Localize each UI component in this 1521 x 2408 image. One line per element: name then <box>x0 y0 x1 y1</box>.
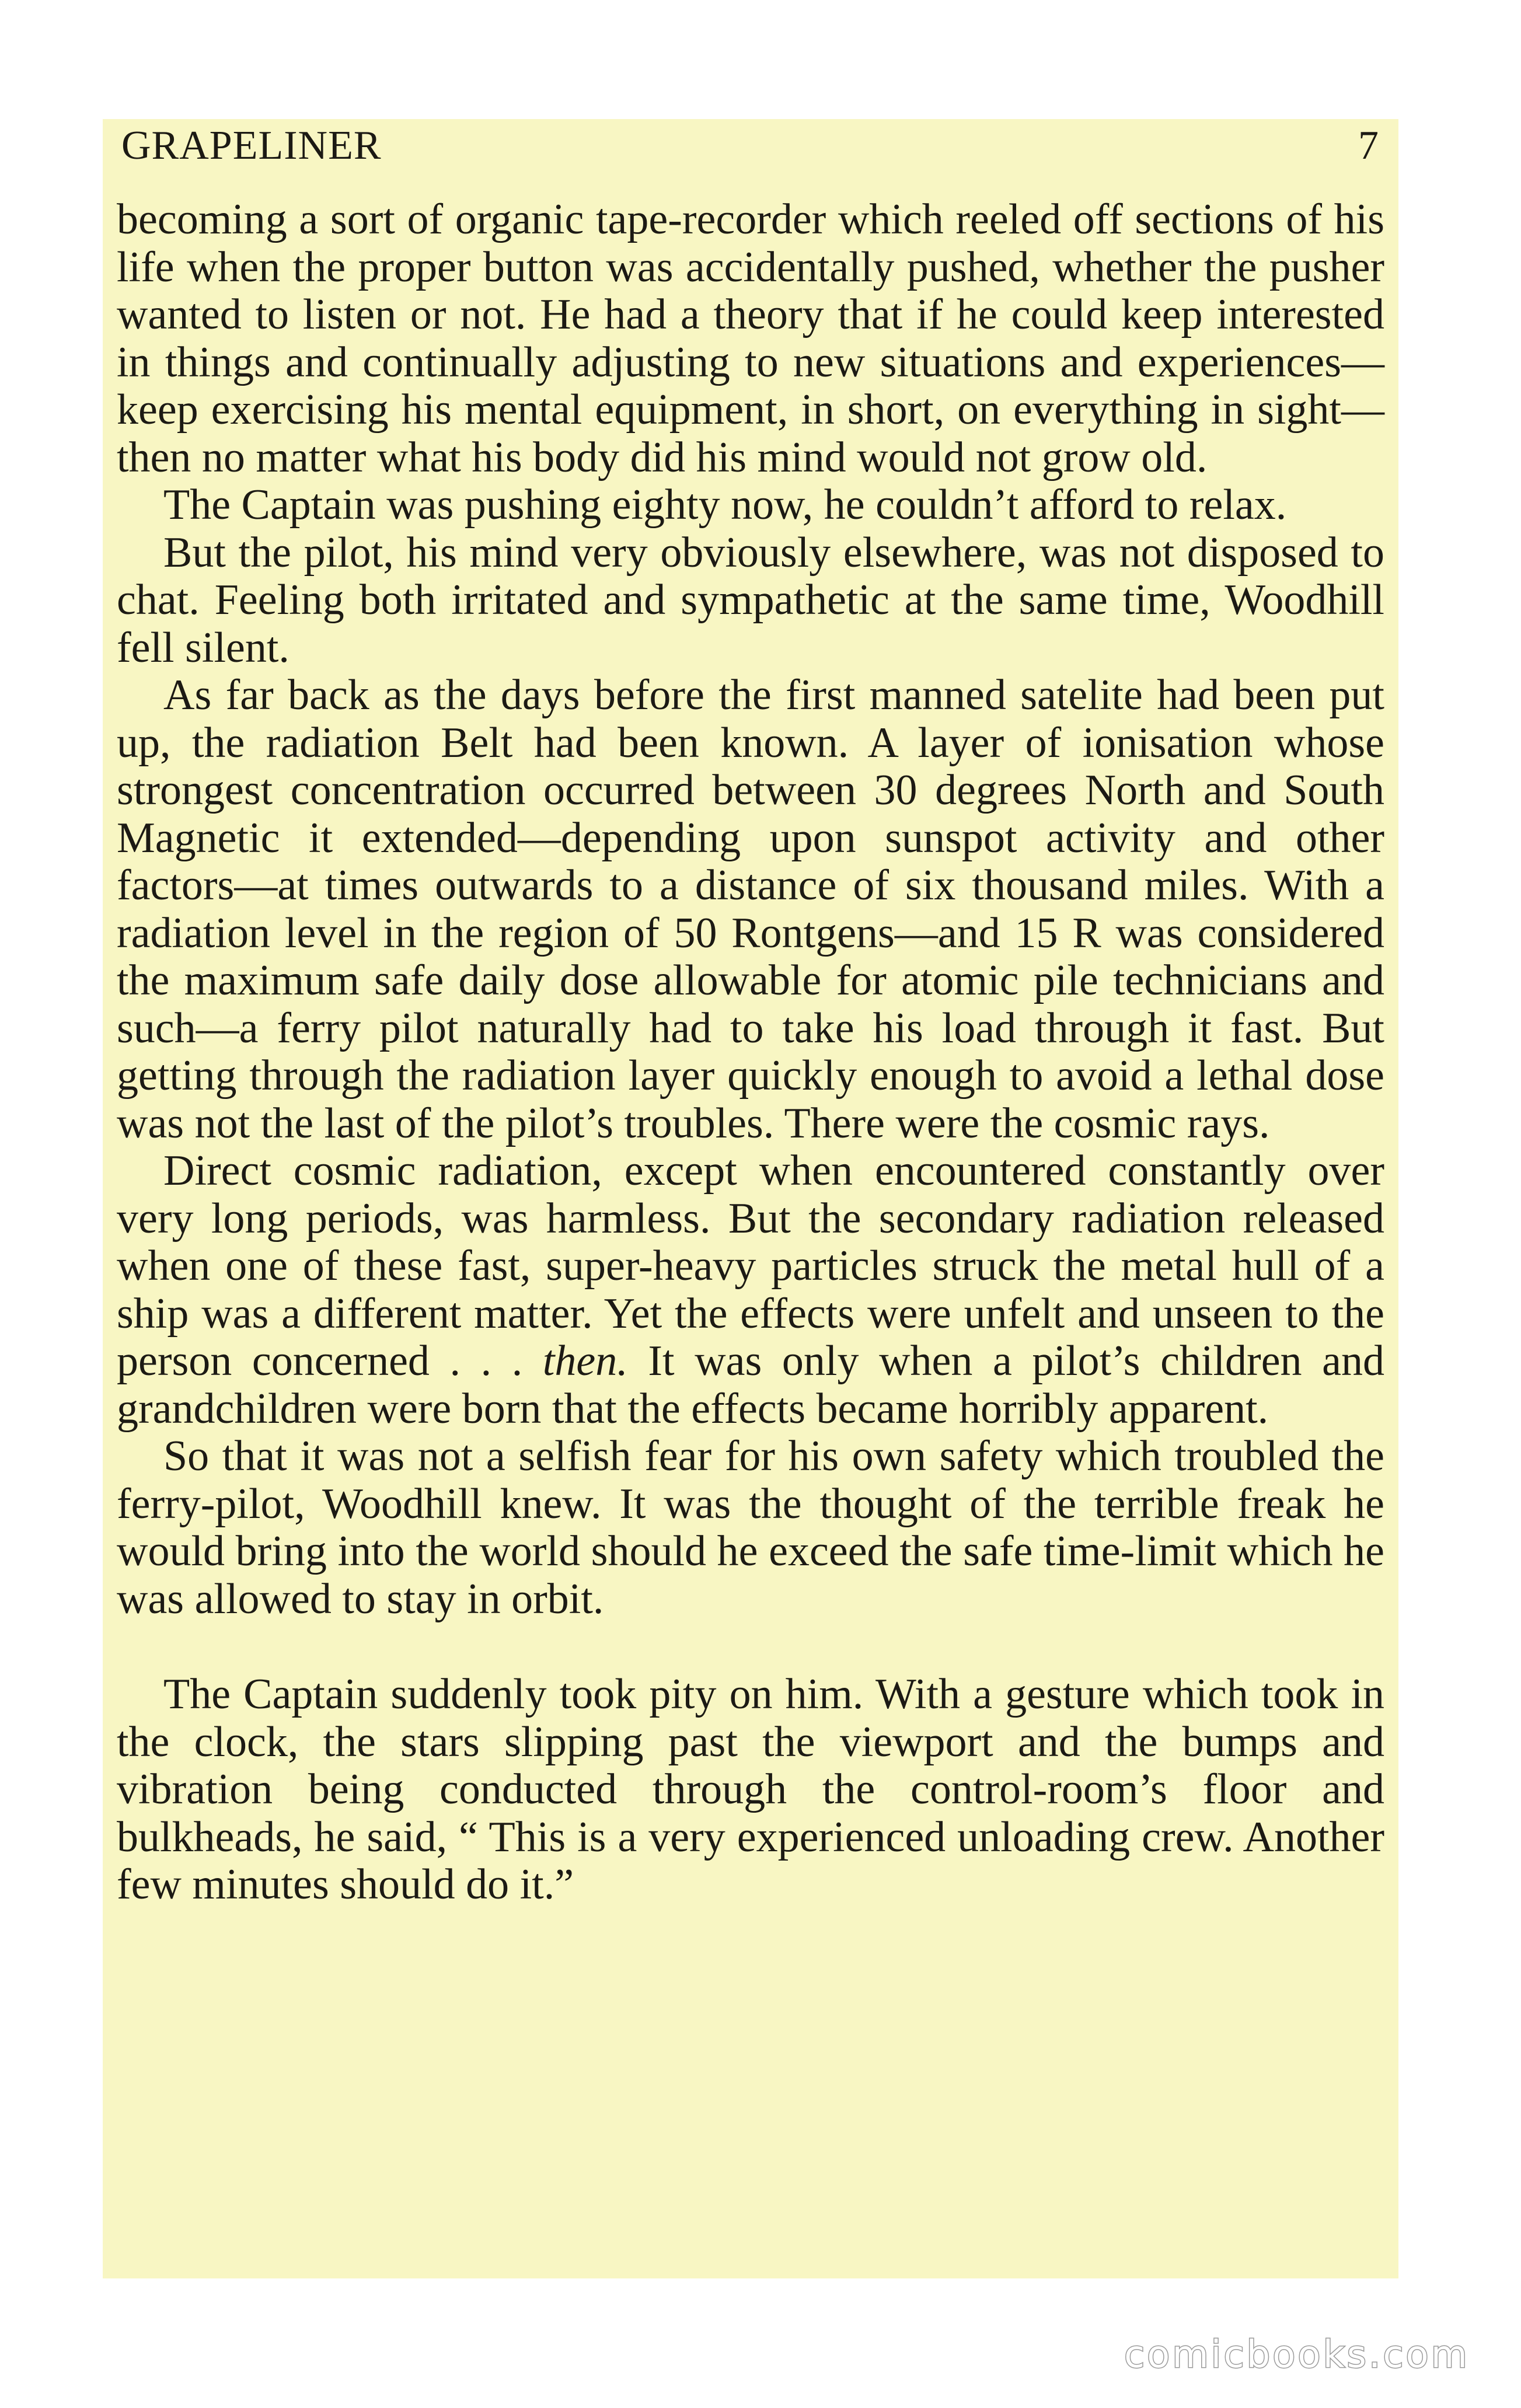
paragraph-6: So that it was not a selfish fear for his own safety which troubled the ferry-pilot, Woodhill knew. It was the thought of the terrible freak he would bring into the world should he exceed the safe time-limit which he was allowed to stay in orbit. <box>117 1432 1384 1623</box>
paragraph-4: As far back as the days before the first manned satelite had been put up, the radiation Belt had been known. A layer of ionisation whose strongest concentration occurred between 30 degrees North and South Magnetic it extended—depending upon sunspot activity and other factors—at times outwards to a distance of six thousand miles. With a radiation level in the region of 50 Rontgens—and 15 R was considered the maximum safe daily dose allowable for atomic pile technicians and such—a ferry pilot naturally had to take his load through it fast. But getting through the radiation layer quickly enough to avoid a lethal dose was not the last of the pilot’s troubles. There were the cosmic rays. <box>117 671 1384 1147</box>
paragraph-5-italic: then. <box>542 1337 628 1385</box>
paragraph-3: But the pilot, his mind very obviously elsewhere, was not disposed to chat. Feeling both irritated and sympathetic at the same time, Woodhill fell silent. <box>117 528 1384 672</box>
paragraph-5-text-before: Direct cosmic radiation, except when encountered constantly over very long periods, was harmless. But the secondary radiation released when one of these fast, super-heavy particles struck the metal hull of a ship was a different matter. Yet the effects were unfelt and unseen to the person concerned . . . <box>117 1147 1384 1385</box>
paragraph-2: The Captain was pushing eighty now, he couldn’t afford to relax. <box>163 481 1287 529</box>
paragraph-5 <box>117 1147 1384 1433</box>
watermark: comicbooks.com <box>1124 2333 1470 2376</box>
book-title: GRAPELINER <box>121 123 382 168</box>
page-number: 7 <box>1358 123 1379 168</box>
running-head <box>117 119 1384 183</box>
paragraph-7: The Captain suddenly took pity on him. With a gesture which took in the clock, the stars slipping past the viewport and the bumps and vibration being conducted through the control-room’s floor and bulkheads, he said, “ This is a very experienced unloading crew. Another few minutes should do it.” <box>117 1670 1384 1908</box>
paragraph-1: becoming a sort of organic tape-recorder which reeled off sections of his life when the proper button was accidentally pushed, whether the pusher wanted to listen or not. He had a theory that if he could keep interested in things and continually adjusting to new situations and experiences—keep exercising his mental equipment, in short, on everything in sight—then no matter what his body did his mind would not grow old. <box>117 196 1384 481</box>
body-text <box>117 196 1384 1909</box>
paragraph-5-text-after: It was only when a pilot’s children and grandchildren were born that the effects became horribly apparent. <box>117 1337 1384 1433</box>
book-page <box>103 119 1398 2278</box>
